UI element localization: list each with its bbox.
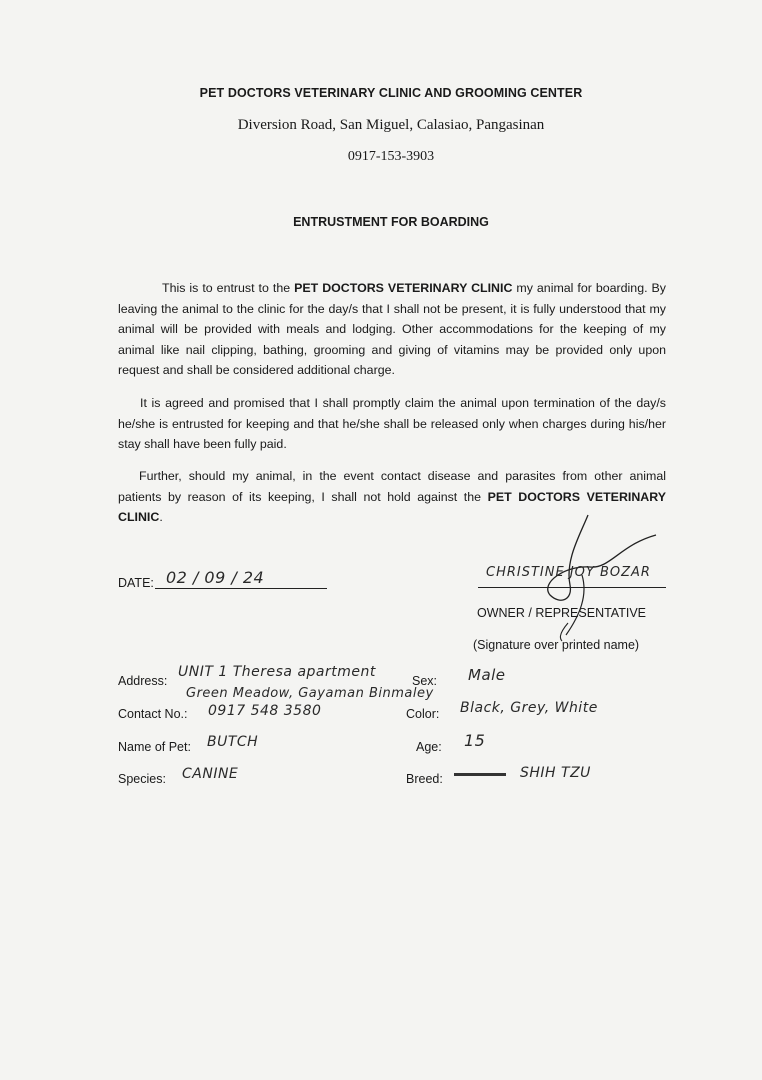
clinic-name: PET DOCTORS VETERINARY CLINIC AND GROOMING CENTER: [199, 86, 583, 100]
color-label: Color:: [406, 707, 440, 721]
address-label: Address:: [118, 674, 168, 688]
clinic-name-bold: PET DOCTORS VETERINARY CLINIC: [294, 281, 513, 295]
color-value[interactable]: Black, Grey, White: [460, 700, 598, 716]
breed-label: Breed:: [406, 772, 443, 786]
sex-label: Sex:: [412, 674, 438, 688]
pet-name-label: Name of Pet:: [118, 740, 191, 754]
paragraph-agreement: It is agreed and promised that I shall promptly claim the animal upon termination of the day/s he/she is entrusted for keeping and that he/she shall be released only when charges during his/her stay shall have been fully paid.: [118, 396, 666, 451]
paragraph-entrust: This is to entrust to the PET DOCTORS VETERINARY CLINIC my animal for boarding. By leaving the animal to the clinic for the day/s that I shall not be present, it is fully understood that my animal will be provided with meals and lodging. Other accommodations for the keeping of my animal like nail clipping, bathing, grooming and giving of vitamins may be provided only upon request and shall be considered additional charge.: [118, 281, 666, 377]
date-value[interactable]: 02 / 09 / 24: [166, 568, 265, 587]
address-line1[interactable]: UNIT 1 Theresa apartment: [178, 664, 376, 680]
date-label: DATE:: [118, 576, 154, 590]
contact-label: Contact No.:: [118, 707, 188, 721]
owner-label: OWNER / REPRESENTATIVE: [477, 606, 647, 620]
clinic-address: Diversion Road, San Miguel, Calasiao, Pangasinan: [237, 117, 545, 133]
pet-name-value[interactable]: BUTCH: [207, 734, 259, 750]
breed-strikeout: [454, 773, 506, 776]
contact-value[interactable]: 0917 548 3580: [208, 703, 322, 719]
signature-note: (Signature over printed name): [473, 638, 640, 652]
age-label: Age:: [416, 740, 442, 754]
clinic-phone: 0917-153-3903: [347, 149, 435, 164]
signature-printed-name[interactable]: CHRISTINE JOY BOZAR: [486, 565, 651, 580]
species-value[interactable]: CANINE: [182, 766, 239, 782]
date-line: [155, 588, 327, 589]
address-line2[interactable]: Green Meadow, Gayaman Binmaley: [186, 686, 434, 701]
breed-value[interactable]: SHIH TZU: [520, 765, 591, 781]
species-label: Species:: [118, 772, 166, 786]
document-title: ENTRUSTMENT FOR BOARDING: [293, 215, 489, 229]
age-value[interactable]: 15: [464, 731, 486, 750]
paragraph-disease: Further, should my animal, in the event contact disease and parasites from other animal patients by reason of its keeping, I shall not hold against the PET DOCTORS VETERINARY CLINIC.: [118, 469, 666, 524]
signature-line: [478, 587, 666, 588]
clinic-name-bold-2: PET DOCTORS VETERINARY CLINIC: [118, 489, 666, 524]
sex-value[interactable]: Male: [468, 666, 506, 684]
